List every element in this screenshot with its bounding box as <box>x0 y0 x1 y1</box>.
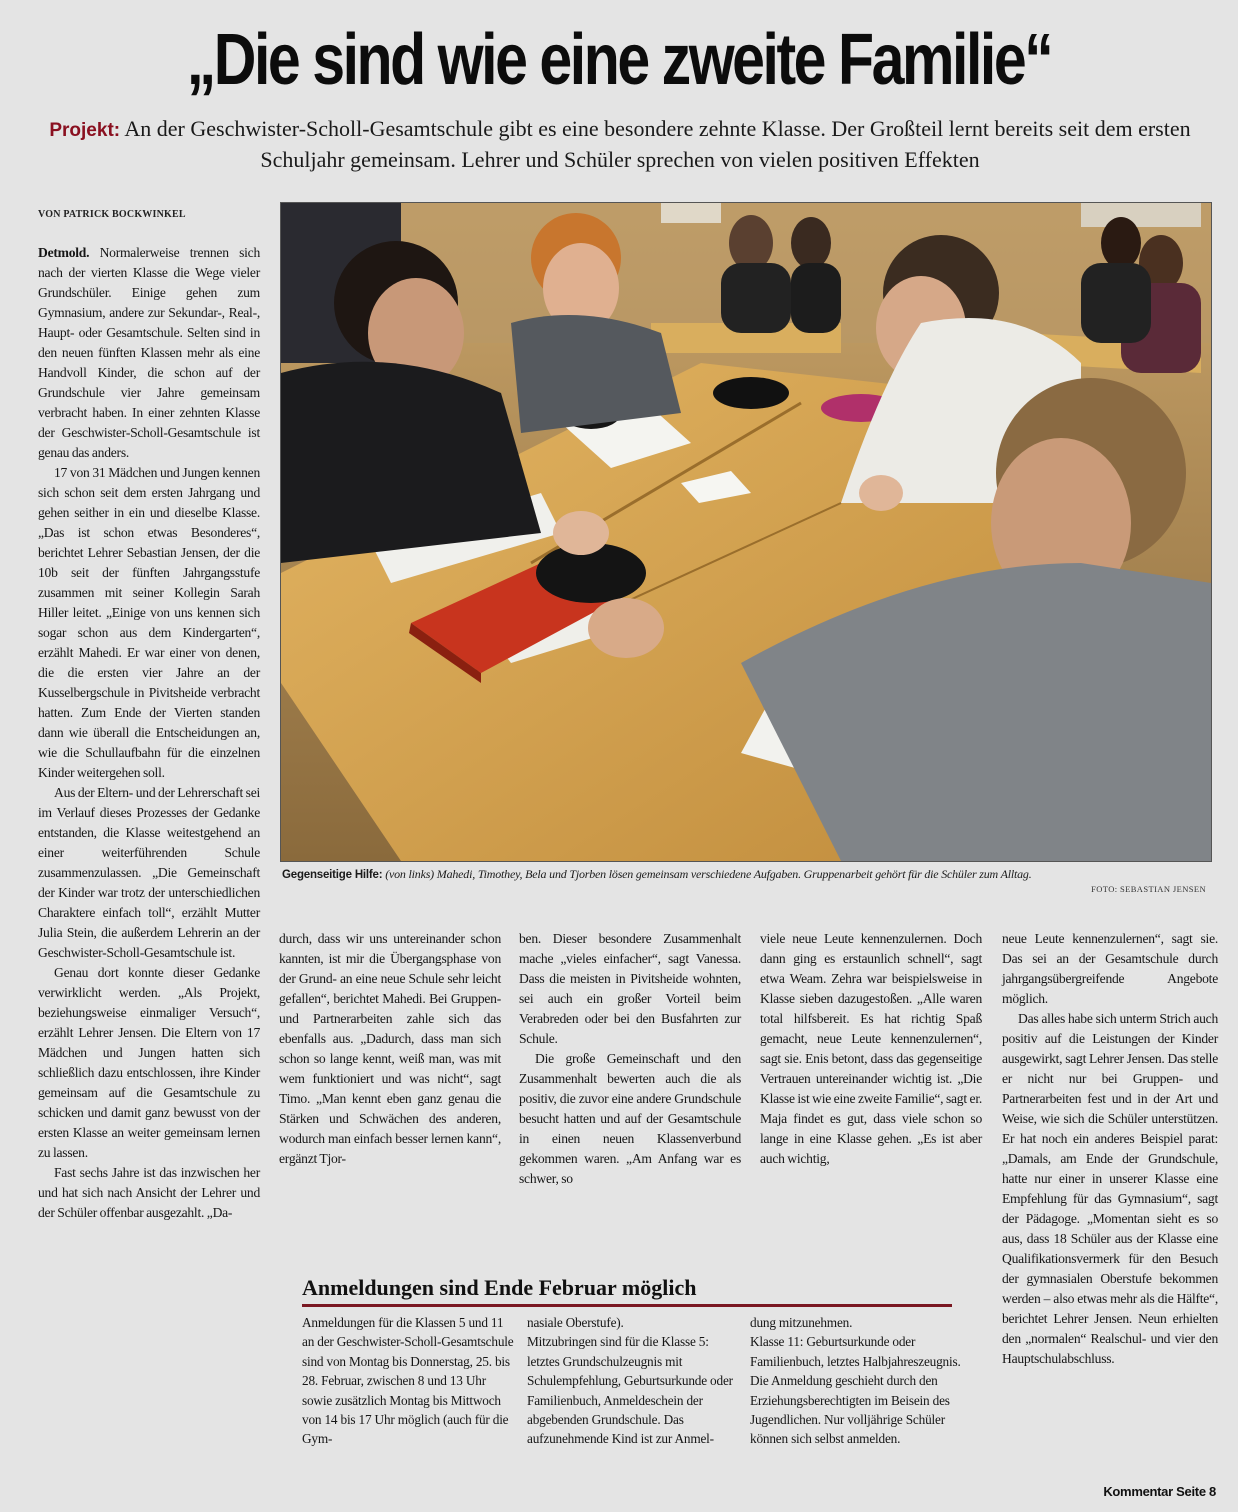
infobox-column-3 <box>750 1313 964 1449</box>
headline: „Die sind wie eine zweite Familie“ <box>186 20 1052 100</box>
paragraph: Die große Gemeinschaft und den Zusammenhalt bewerten auch die als positiv, die zuvor eine andere Grundschule besucht hatten und auf der Gesamtschule in einen neuen Klassenverbund gekommen waren. „Am Anfang war es schwer, so <box>519 1051 741 1186</box>
byline: VON PATRICK BOCKWINKEL <box>38 209 186 220</box>
photo-caption-block <box>282 866 1214 895</box>
paragraph: Genau dort konnte dieser Gedanke verwirklicht werden. „Als Projekt, beziehungsweise einmaliger Versuch“, erzählt Lehrer Jensen. Die Eltern von 17 Mädchen und Jungen hatten sich schließlich dazu entschlossen, ihre Kinder gemeinsam auf die Gesamtschule zu schicken und damit ganz bewusst von der ersten Klasse an weiter gemeinsam lernen zu lassen. <box>38 965 260 1160</box>
deck-kicker: Projekt: <box>49 120 121 141</box>
paragraph: Aus der Eltern- und der Lehrerschaft sei im Verlauf dieses Prozesses der Gedanke entstanden, die Klasse weitestgehend an einer weiterführenden Schule zusammenzulassen. „Die Gemeinschaft der Kinder war trotz der unterschiedlichen Charaktere einfach toll“, erzählt Mutter Julia Stein, die außerdem Lehrerin an der Geschwister-Scholl-Gesamtschule ist. <box>38 785 260 960</box>
paragraph: neue Leute kennenzulernen“, sagt sie. Das sei an der Gesamtschule durch jahrgangsübergreifende Angebote möglich. <box>1002 931 1218 1006</box>
article-column-4 <box>760 929 982 1169</box>
deck <box>30 114 1210 174</box>
paragraph <box>38 243 260 463</box>
infobox-text: Klasse 11: Geburtsurkunde oder Familienbuch, letztes Halbjahreszeugnis. Die Anmeldung geschieht durch den Erziehungsberechtigten im Beisein des Jugendlichen. Nur volljährige Schüler können sich selbst anmelden. <box>750 1334 961 1447</box>
commentary-teaser-link[interactable]: Kommentar Seite 8 <box>1103 1484 1216 1499</box>
paragraph: 17 von 31 Mädchen und Jungen kennen sich schon seit dem ersten Jahrgang und gehen seither in ein und dieselbe Klasse. „Das ist schon etwas Besonderes“, berichtet Lehrer Sebastian Jensen, der die 10b seit der fünften Jahrgangsstufe zusammen mit seiner Kollegin Sarah Hiller leitet. „Einige von uns kennen sich sogar schon aus dem Kindergarten“, erzählt Mahedi. Er war einer von denen, die die ersten vier Jahre an der Kusselbergschule in Pivitsheide verbracht hatten. Zum Ende der Vierten standen dann wie überall die Entscheidungen an, wie die Schullaufbahn für die einzelnen Kinder weitergehen soll. <box>38 465 260 780</box>
classroom-photo <box>281 203 1211 861</box>
infobox-title: Anmeldungen sind Ende Februar möglich <box>302 1274 952 1307</box>
paragraph: Fast sechs Jahre ist das inzwischen her und hat sich nach Ansicht der Lehrer und der Schüler offenbar ausgezahlt. „Da- <box>38 1165 260 1220</box>
paragraph-text: Normalerweise trennen sich nach der vierten Klasse die Wege vieler Grundschüler. Einige gehen zum Gymnasium, andere zur Sekundar-, Real-, Haupt- oder Gesamtschule. Selten sind in den neuen fünften Klassen mehr als eine Handvoll Kinder, die schon auf der Grundschule vier Jahre gemeinsam verbracht haben. In einer zehnten Klasse der Geschwister-Scholl-Gesamtschule ist genau das anders. <box>38 245 260 460</box>
article-column-2 <box>279 929 501 1169</box>
photo-caption <box>282 866 1214 883</box>
caption-lead: Gegenseitige Hilfe: <box>282 869 383 881</box>
deck-text: An der Geschwister-Scholl-Gesamtschule gibt es eine besondere zehnte Klasse. Der Großteil lernt bereits seit dem ersten Schuljahr gemeinsam. Lehrer und Schüler sprechen von vielen positiven Effekten <box>124 116 1191 172</box>
paragraph: Das alles habe sich unterm Strich auch positiv auf die Leistungen der Kinder ausgewirkt, sagt Lehrer Jensen. Das stelle er nicht nur bei Gruppen- und Partnerarbeiten fest und in der Art und Weise, wie sich die Schüler unterstützen. Er hat noch ein anderes Beispiel parat: „Damals, am Ende der Grundschule, hatte nur einer in unserer Klasse eine Empfehlung für das Gymnasium“, sagt der Pädagoge. „Momentan sieht es so aus, dass 18 Schüler aus der Klasse eine Qualifikationsvermerk für den Besuch der gymnasialen Oberstufe bekommen werden – also etwas mehr als die Hälfte“, berichtet Lehrer Jensen. Neun erhielten den „normalen“ Realschul- und vier den Hauptschulabschluss. <box>1002 1011 1218 1366</box>
infobox-text: Mitzubringen sind für die Klasse 5: letztes Grundschulzeugnis mit Schulempfehlung, Geburtsurkunde oder Familienbuch, Anmeldeschein der abgebenden Grundschule. Das aufzunehmende Kind ist zur Anmel- <box>527 1334 733 1447</box>
infobox-text: dung mitzunehmen. <box>750 1315 853 1330</box>
paragraph: ben. Dieser besondere Zusammenhalt mache „vieles einfacher“, sagt Vanessa. Dass die meisten in Pivitsheide wohnten, sei auch ein großer Vorteil beim Verabreden oder bei den Busfahrten zur Schule. <box>519 931 741 1046</box>
article-column-1 <box>38 243 260 1223</box>
caption-text: (von links) Mahedi, Timothey, Bela und Tjorben lösen gemeinsam verschiedene Aufgaben. Gruppenarbeit gehört für die Schüler zum Alltag. <box>385 867 1032 881</box>
article-column-5 <box>1002 929 1218 1369</box>
paragraph: viele neue Leute kennenzulernen. Doch dann ging es erstaunlich schnell“, sagt etwa Weam. Zehra war beispielsweise in Klasse sieben dazugestoßen. „Alle waren total hilfsbereit. Es hat richtig Spaß gemacht, neue Leute kennenzulernen“, sagt sie. Enis betont, dass das gegenseitige Vertrauen untereinander wichtig ist. „Die Klasse ist wie eine zweite Familie“, sagt er. Maja findet es gut, dass viele schon so lange in eine Klasse gehen. „Es ist aber auch wichtig, <box>760 931 982 1166</box>
infobox-column-1 <box>302 1313 516 1449</box>
infobox-text: Anmeldungen für die Klassen 5 und 11 an der Geschwister-Scholl-Gesamtschule sind von Montag bis Donnerstag, 25. bis 28. Februar, zwischen 8 und 13 Uhr sowie zusätzlich Montag bis Mittwoch von 14 bis 17 Uhr möglich (auch für die Gym- <box>302 1315 514 1447</box>
paragraph: durch, dass wir uns untereinander schon kannten, ist mir die Übergangsphase von der Grund- an eine neue Schule sehr leicht gefallen“, berichtet Mahedi. Bei Gruppen- und Partnerarbeiten zahle sich das ebenfalls aus. „Dadurch, dass man sich schon so lange kennt, weiß man, was mit wem funktioniert und was nicht“, sagt Timo. „Man kennt eben ganz genau die Stärken und Schwächen des anderen, wodurch man einfach besser lernen kann“, ergänzt Tjor- <box>279 931 501 1166</box>
infobox-column-2 <box>527 1313 741 1449</box>
infobox-text: nasiale Oberstufe). <box>527 1315 624 1330</box>
article-column-3 <box>519 929 741 1189</box>
photo-credit: FOTO: SEBASTIAN JENSEN <box>1091 884 1206 894</box>
photo <box>280 202 1212 862</box>
dateline: Detmold. <box>38 245 90 260</box>
